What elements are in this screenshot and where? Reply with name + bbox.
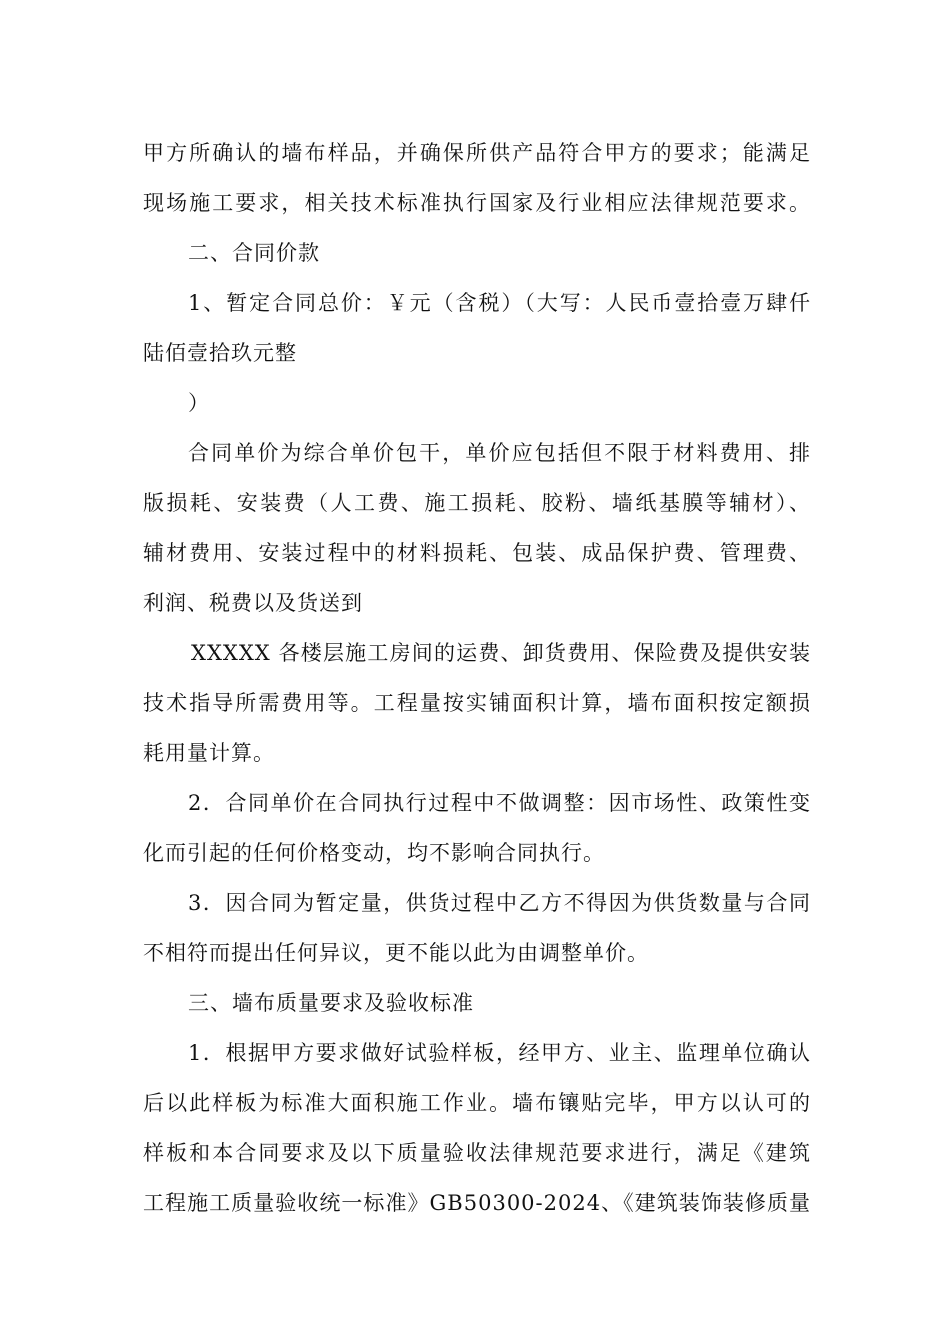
text-line: 3．因合同为暂定量，供货过程中乙方不得因为供货数量与合同 xyxy=(188,891,811,915)
text-line: 现场施工要求，相关技术标准执行国家及行业相应法律规范要求。 xyxy=(143,191,811,215)
text-line: 利润、税费以及货送到 xyxy=(143,591,363,615)
text-line: 2．合同单价在合同执行过程中不做调整：因市场性、政策性变 xyxy=(188,791,811,815)
text-line: 不相符而提出任何异议，更不能以此为由调整单价。 xyxy=(143,941,649,965)
text-line: 样板和本合同要求及以下质量验收法律规范要求进行，满足《建筑 xyxy=(143,1141,811,1165)
document-body xyxy=(143,128,811,1228)
text-line: 合同单价为综合单价包干，单价应包括但不限于材料费用、排 xyxy=(188,441,811,465)
text-line: 耗用量计算。 xyxy=(143,741,275,765)
text-line: ） xyxy=(188,391,210,415)
text-line: 工程施工质量验收统一标准》GB50300-2024、《建筑装饰装修质量 xyxy=(143,1191,811,1215)
text-line: 甲方所确认的墙布样品，并确保所供产品符合甲方的要求；能满足 xyxy=(143,141,811,165)
text-line: 陆佰壹拾玖元整 xyxy=(143,341,297,365)
text-line: 后以此样板为标准大面积施工作业。墙布镶贴完毕，甲方以认可的 xyxy=(143,1091,811,1115)
text-line: 技术指导所需费用等。工程量按实铺面积计算，墙布面积按定额损 xyxy=(143,691,811,715)
section-heading: 三、墙布质量要求及验收标准 xyxy=(188,991,474,1015)
text-line: 1、暂定合同总价：￥元（含税）（大写：人民币壹拾壹万肆仟 xyxy=(188,291,811,315)
text-line: XXXXX 各楼层施工房间的运费、卸货费用、保险费及提供安装 xyxy=(191,641,811,665)
section-heading: 二、合同价款 xyxy=(188,241,320,265)
text-line: 1．根据甲方要求做好试验样板，经甲方、业主、监理单位确认 xyxy=(188,1041,811,1065)
text-line: 化而引起的任何价格变动，均不影响合同执行。 xyxy=(143,841,605,865)
text-line: 辅材费用、安装过程中的材料损耗、包装、成品保护费、管理费、 xyxy=(143,541,811,565)
text-line: 版损耗、安装费（人工费、施工损耗、胶粉、墙纸基膜等辅材）、 xyxy=(143,491,811,515)
